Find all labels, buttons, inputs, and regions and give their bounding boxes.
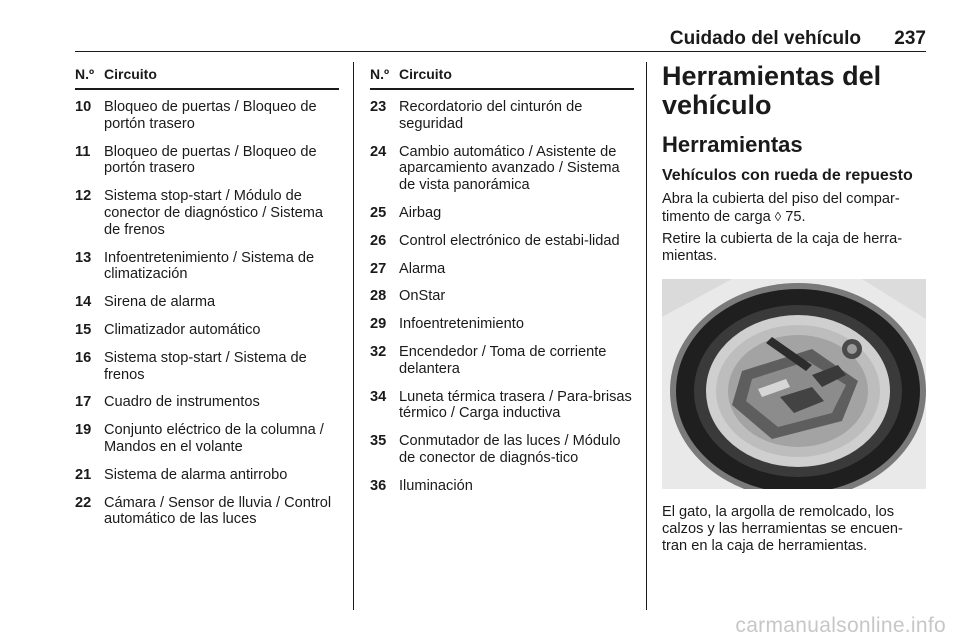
table-row: 11 Bloqueo de puertas / Bloqueo de portón trasero	[75, 143, 317, 177]
table-row: 13 Infoentretenimiento / Sistema de climatización	[75, 249, 315, 283]
table-row: 22 Cámara / Sensor de lluvia / Control automático de las luces	[75, 494, 332, 528]
section-subsubheading: Vehículos con rueda de repuesto	[662, 167, 913, 184]
paragraph: El gato, la argolla de remolcado, los calzos y las herramientas se encuen-tran en la caja de herramientas.	[662, 504, 903, 554]
table-header	[75, 62, 339, 90]
spare-wheel-toolbox-photo	[662, 279, 926, 489]
table-row: 34 Luneta térmica trasera / Para-brisas térmico / Carga inductiva	[370, 388, 632, 422]
tools-section	[662, 62, 926, 555]
table-row: 19 Conjunto eléctrico de la columna / Mandos en el volante	[75, 422, 324, 455]
header-circuit: Circuito	[399, 66, 452, 82]
cross-reference-icon: ◊	[774, 209, 782, 224]
table-row: 25 Airbag	[370, 204, 442, 221]
header-number: N.º	[370, 66, 390, 82]
section-heading: Herramientas del vehículo	[662, 61, 882, 120]
table-row: 26 Control electrónico de estabi-lidad	[370, 232, 620, 249]
table-row: 16 Sistema stop-start / Sistema de frenos	[75, 349, 307, 383]
page-title: Cuidado del vehículo	[669, 28, 861, 49]
table-row: 23 Recordatorio del cinturón de seguridad	[370, 99, 583, 132]
page-number: 237	[894, 28, 926, 49]
table-row: 29 Infoentretenimiento	[370, 316, 524, 333]
header-circuit: Circuito	[104, 66, 157, 82]
table-row: 21 Sistema de alarma antirrobo	[75, 466, 288, 483]
fuse-table-1	[75, 62, 339, 528]
table-row: 24 Cambio automático / Asistente de aparcamiento avanzado / Sistema de vista panorámica	[370, 143, 620, 194]
page-reference: 75.	[785, 209, 806, 225]
column-divider	[646, 62, 647, 610]
paragraph: Retire la cubierta de la caja de herra-mientas.	[662, 231, 903, 264]
table-row: 36 Iluminación	[370, 477, 473, 494]
page-header	[75, 26, 926, 52]
table-header	[370, 62, 634, 90]
table-row: 27 Alarma	[370, 260, 446, 277]
paragraph: Abra la cubierta del piso del compar-timento de carga ◊ 75.	[662, 191, 900, 225]
header-number: N.º	[75, 66, 95, 82]
table-row: 14 Sirena de alarma	[75, 294, 216, 311]
table-row: 35 Conmutador de las luces / Módulo de conector de diagnós-tico	[370, 433, 621, 466]
table-row: 17 Cuadro de instrumentos	[75, 394, 260, 411]
watermark: carmanualsonline.info	[735, 614, 946, 637]
table-row: 28 OnStar	[370, 288, 446, 305]
table-row: 15 Climatizador automático	[75, 321, 261, 338]
table-row: 32 Encendedor / Toma de corriente delantera	[370, 343, 607, 377]
table-row: 10 Bloqueo de puertas / Bloqueo de portón trasero	[75, 99, 317, 132]
section-subheading: Herramientas	[662, 132, 803, 157]
fuse-table-2	[370, 62, 634, 495]
table-row: 12 Sistema stop-start / Módulo de conector de diagnóstico / Sistema de frenos	[75, 188, 324, 238]
column-divider	[353, 62, 354, 610]
